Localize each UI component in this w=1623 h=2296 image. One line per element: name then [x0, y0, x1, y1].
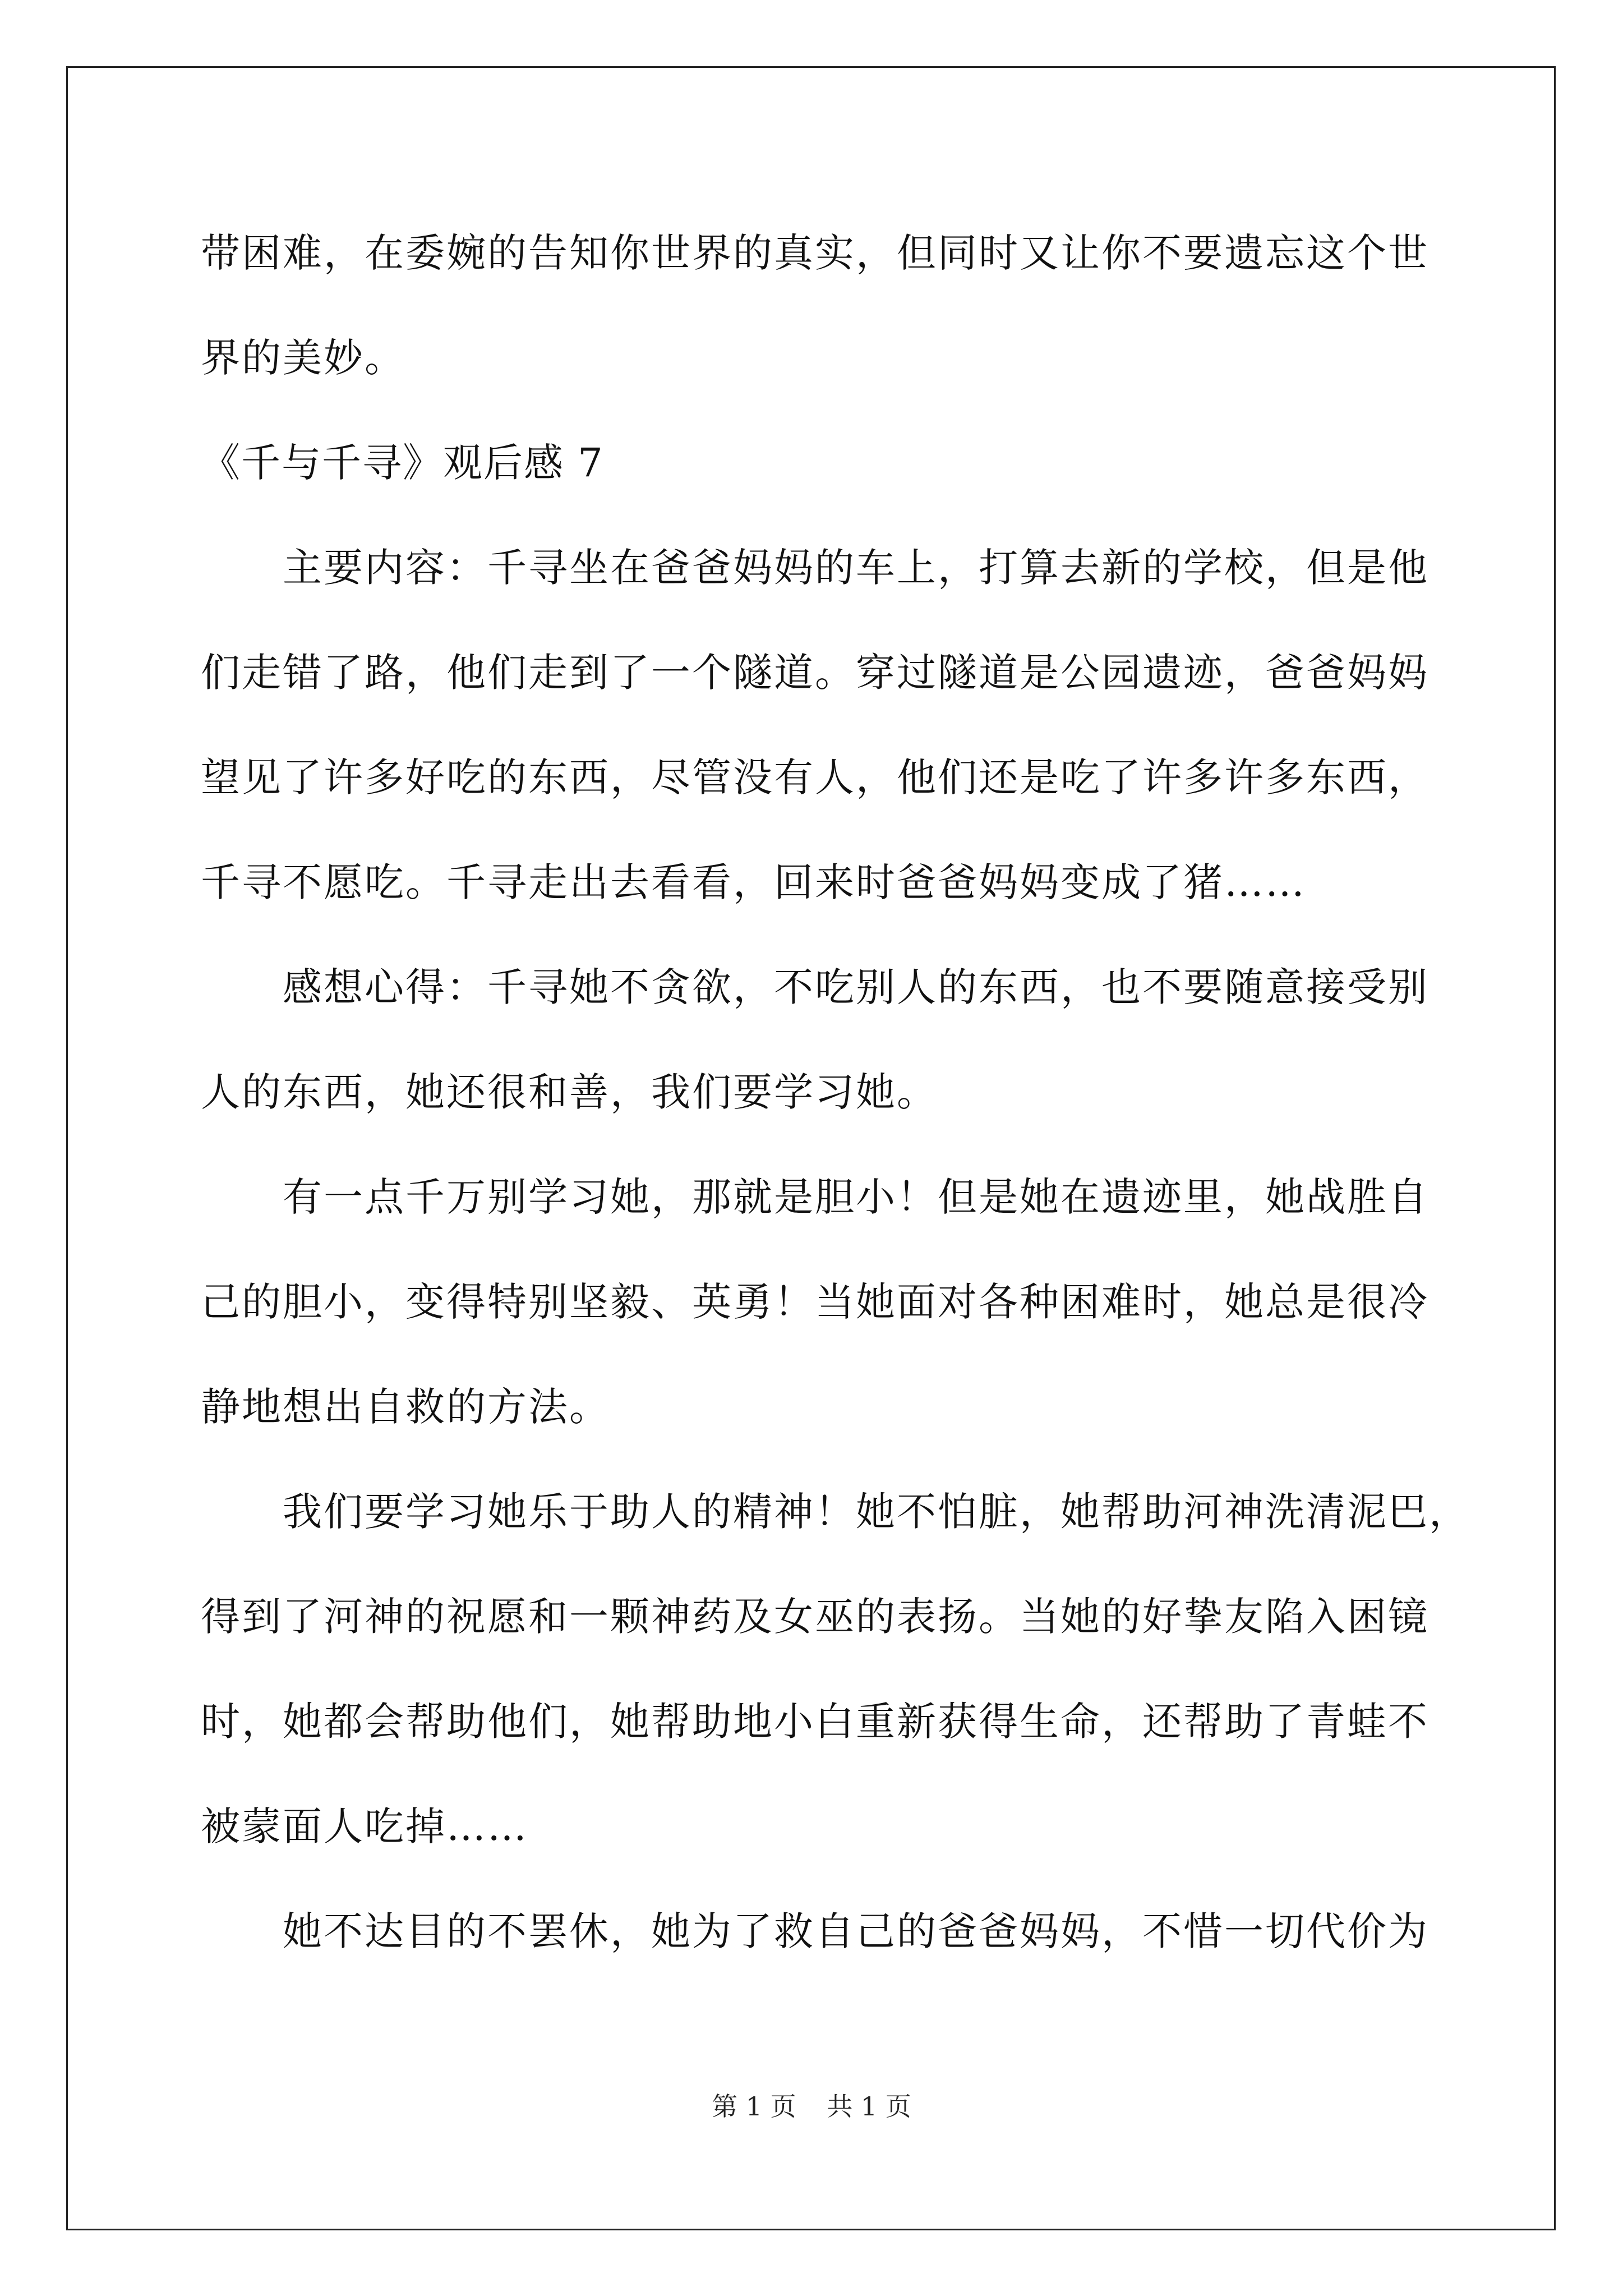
body-line: 时，她都会帮助他们，她帮助地小白重新获得生命，还帮助了青蛙不	[201, 1699, 1429, 1745]
body-line: 她不达目的不罢休，她为了救自己的爸爸妈妈，不惜一切代价为	[201, 1908, 1429, 1954]
body-line: 人的东西，她还很和善，我们要学习她。	[201, 1069, 938, 1115]
body-line: 静地想出自救的方法。	[201, 1384, 610, 1430]
body-line: 们走错了路，他们走到了一个隧道。穿过隧道是公园遗迹，爸爸妈妈	[201, 650, 1429, 696]
body-line: 带困难，在委婉的告知你世界的真实，但同时又让你不要遗忘这个世	[201, 230, 1429, 276]
body-line: 己的胆小，变得特别坚毅、英勇！当她面对各种困难时，她总是很冷	[201, 1279, 1429, 1325]
body-line: 界的美妙。	[201, 335, 405, 381]
body-line: 得到了河神的祝愿和一颗神药及女巫的表扬。当她的好挚友陷入困镜	[201, 1594, 1429, 1640]
page-total: 共 1 页	[827, 2091, 911, 2122]
body-line: 有一点千万别学习她，那就是胆小！但是她在遗迹里，她战胜自	[201, 1174, 1429, 1220]
body-line: 主要内容：千寻坐在爸爸妈妈的车上，打算去新的学校，但是他	[201, 545, 1429, 591]
body-line: 我们要学习她乐于助人的精神！她不怕脏，她帮助河神洗清泥巴，	[201, 1489, 1470, 1535]
body-line: 千寻不愿吃。千寻走出去看看，回来时爸爸妈妈变成了猪……	[201, 859, 1306, 905]
page-number: 第 1 页	[712, 2091, 796, 2122]
body-line: 被蒙面人吃掉……	[201, 1803, 528, 1849]
page-footer	[0, 2090, 1623, 2123]
body-line: 感想心得：千寻她不贪欲，不吃别人的东西，也不要随意接受别	[201, 964, 1429, 1010]
body-line: 望见了许多好吃的东西，尽管没有人，他们还是吃了许多许多东西，	[201, 754, 1429, 800]
section-heading: 《千与千寻》观后感 7	[201, 440, 604, 486]
document-body	[201, 201, 1470, 1984]
